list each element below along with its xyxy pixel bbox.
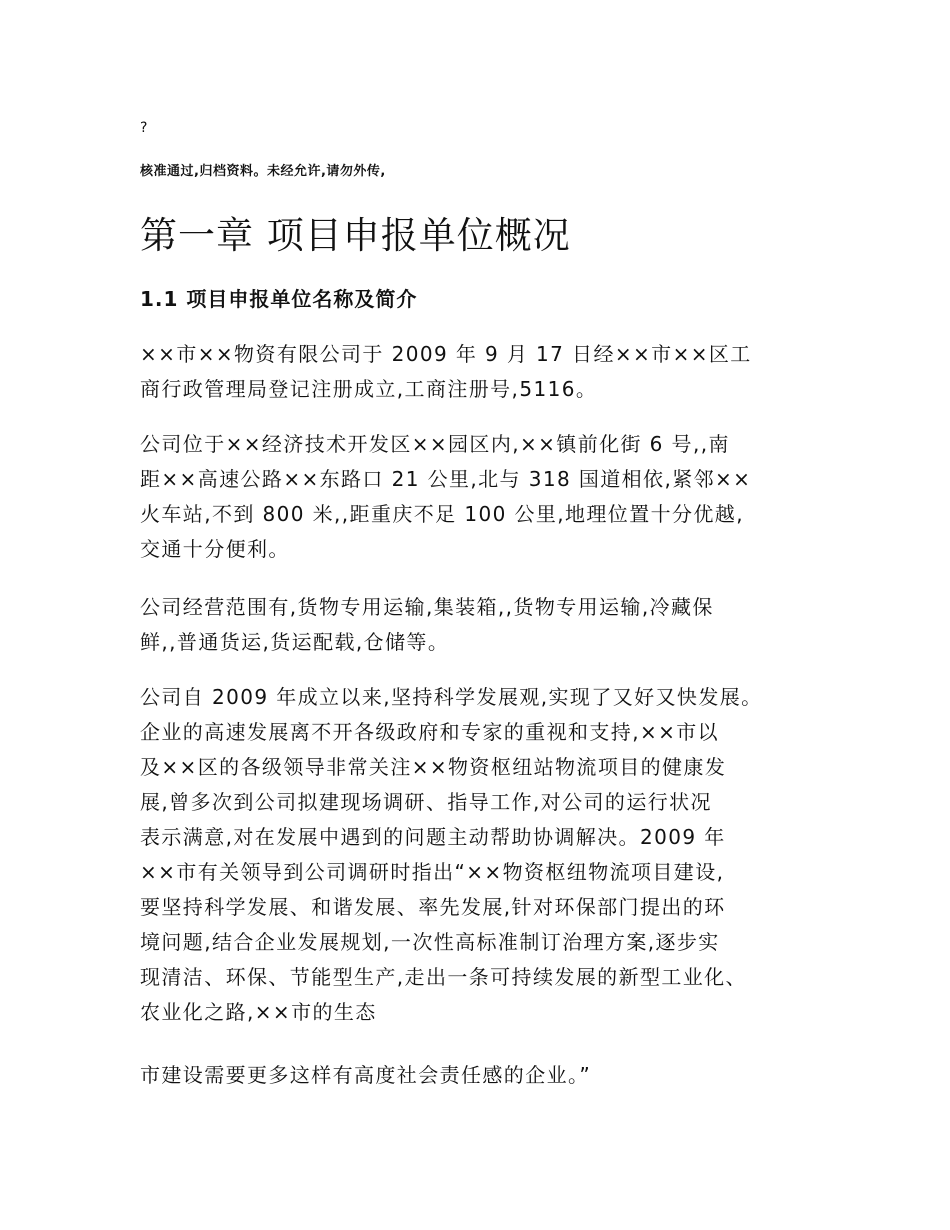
paragraph-line: 商行政管理局登记注册成立,工商注册号,5116。 bbox=[140, 377, 598, 401]
paragraph-line: 展,曾多次到公司拟建现场调研、指导工作,对公司的运行状况 bbox=[140, 790, 712, 814]
paragraph-line: 鲜,,普通货运,货运配载,仓储等。 bbox=[140, 630, 450, 654]
paragraph-line: 农业化之路,××市的生态 bbox=[140, 1000, 377, 1024]
paragraph-line: 及××区的各级领导非常关注××物资枢纽站物流项目的健康发 bbox=[140, 755, 727, 779]
archive-notice: 核准通过,归档资料。未经允许,请勿外传, bbox=[140, 164, 386, 179]
question-mark-text: ? bbox=[140, 120, 148, 136]
paragraph-business-scope bbox=[140, 590, 830, 660]
paragraph-development bbox=[140, 680, 830, 1030]
paragraph-line: 境问题,结合企业发展规划,一次性高标准制订治理方案,逐步实 bbox=[140, 930, 720, 954]
chapter-title: 第一章 项目申报单位概况 bbox=[140, 214, 571, 257]
paragraph-line: 距××高速公路××东路口 21 公里,北与 318 国道相依,紧邻×× bbox=[140, 467, 752, 491]
paragraph-line: 表示满意,对在发展中遇到的问题主动帮助协调解决。2009 年 bbox=[140, 825, 726, 849]
paragraph-line: 现清洁、环保、节能型生产,走出一条可持续发展的新型工业化、 bbox=[140, 965, 747, 989]
paragraph-line: 企业的高速发展离不开各级政府和专家的重视和支持,××市以 bbox=[140, 720, 720, 744]
paragraph-line: 要坚持科学发展、和谐发展、率先发展,针对环保部门提出的环 bbox=[140, 895, 726, 919]
paragraph-registration bbox=[140, 337, 830, 407]
paragraph-line: ××市有关领导到公司调研时指出“××物资枢纽物流项目建设, bbox=[140, 860, 725, 884]
paragraph-line: 交通十分便利。 bbox=[140, 537, 290, 561]
paragraph-line: 公司位于××经济技术开发区××园区内,××镇前化街 6 号,,南 bbox=[140, 432, 730, 456]
paragraph-line: ××市××物资有限公司于 2009 年 9 月 17 日经××市××区工 bbox=[140, 342, 752, 366]
paragraph-line: 公司自 2009 年成立以来,坚持科学发展观,实现了又好又快发展。 bbox=[140, 685, 763, 709]
paragraph-line: 市建设需要更多这样有高度社会责任感的企业。” bbox=[140, 1063, 592, 1087]
paragraph-line: 火车站,不到 800 米,,距重庆不足 100 公里,地理位置十分优越, bbox=[140, 502, 744, 526]
section-title: 1.1 项目申报单位名称及简介 bbox=[140, 287, 418, 311]
paragraph-location bbox=[140, 427, 830, 567]
paragraph-line: 公司经营范围有,货物专用运输,集装箱,,货物专用运输,冷藏保 bbox=[140, 595, 714, 619]
paragraph-closing bbox=[140, 1058, 830, 1093]
